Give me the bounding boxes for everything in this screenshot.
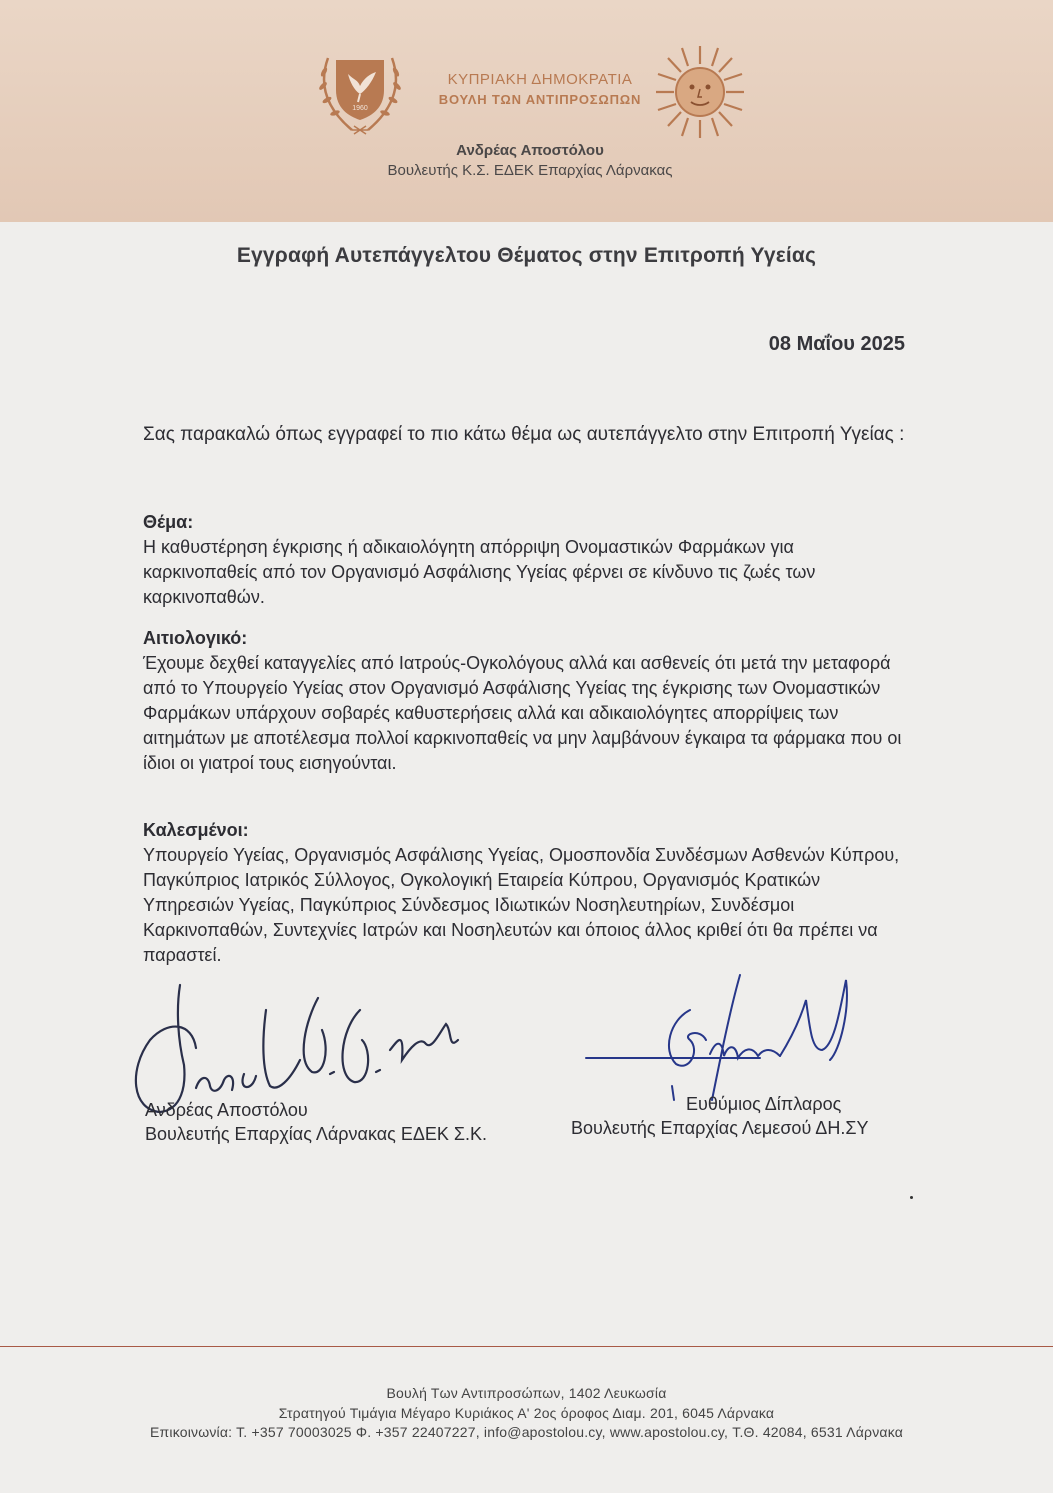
right-signature-icon	[586, 975, 847, 1100]
document-title: Εγγραφή Αυτεπάγγελτου Θέματος στην Επιτροπή Υγείας	[236, 244, 817, 267]
reasoning-label: Αιτιολογικό:	[143, 628, 248, 648]
footer-address-1: Βουλή Των Αντιπροσώπων, 1402 Λευκωσία	[386, 1385, 667, 1401]
mp-name: Ανδρέας Αποστόλου	[456, 142, 604, 159]
svg-text:1960: 1960	[352, 105, 368, 112]
footer-divider	[0, 1346, 1053, 1347]
footer-address-2: Στρατηγού Τιμάγια Μέγαρο Κυριάκος Α' 2ος όροφος Διαμ. 201, 6045 Λάρνακα	[278, 1405, 775, 1421]
invited-text: Υπουργείο Υγείας, Οργανισμός Ασφάλισης Υγείας, Ομοσπονδία Συνδέσμων Ασθενών Κύπρου, Παγκύπριος Ιατρικός Σύλλογος, Ογκολογική Εταιρεία Κύπρου, Οργανισμός Κρατικών Υπηρεσιών Υγείας, Παγκύπριος Σύνδεσμος Ιδιωτικών Νοσηλευτηρίων, Συνδέσμοι Καρκινοπαθών, Συντεχνίες Ιατρών και Νοσηλευτών και όποιος άλλος κριθεί ότι θα πρέπει να παραστεί.	[143, 845, 900, 965]
cyprus-coat-of-arms-icon	[314, 50, 406, 138]
subject-section	[143, 510, 913, 610]
right-signatory-name: Ευθύμιος Δίπλαρος	[686, 1094, 842, 1114]
left-signatory-role: Βουλευτής Επαρχίας Λάρνακας ΕΔΕΚ Σ.Κ.	[145, 1124, 487, 1144]
reasoning-text: Έχουμε δεχθεί καταγγελίες από Ιατρούς-Ογκολόγους αλλά και ασθενείς ότι μετά την μεταφορά από το Υπουργείο Υγείας στον Οργανισμό Ασφάλισης Υγείας της έγκρισης των Ονομαστικών Φαρμάκων υπάρχουν σοβαρές καθυστερήσεις αλλά και αδικαιολόγητες απορρίψεις των αιτημάτων με αποτέλεσμα πολλοί καρκινοπαθείς να μην λαμβάνουν έγκαιρα τα φάρμακα που οι ίδιοι οι γιατροί τους εισηγούνται.	[143, 653, 902, 773]
republic-name: ΚΥΠΡΙΑΚΗ ΔΗΜΟΚΡΑΤΙΑ	[447, 71, 633, 88]
left-signatory-name: Ανδρέας Αποστόλου	[145, 1100, 308, 1120]
subject-text: Η καθυστέρηση έγκρισης ή αδικαιολόγητη απόρριψη Ονομαστικών Φαρμάκων για καρκινοπαθείς από τον Οργανισμό Ασφάλισης Υγείας φέρνει σε κίνδυνο τις ζωές των καρκινοπαθών.	[143, 537, 816, 607]
mp-role: Βουλευτής Κ.Σ. ΕΔΕΚ Επαρχίας Λάρνακας	[387, 162, 673, 179]
subject-label: Θέμα:	[143, 512, 194, 532]
right-signatory-role: Βουλευτής Επαρχίας Λεμεσού ΔΗ.ΣΥ	[571, 1118, 869, 1138]
letterhead	[0, 0, 1053, 222]
invited-section	[143, 818, 913, 968]
reasoning-section	[143, 626, 913, 776]
intro-paragraph: Σας παρακαλώ όπως εγγραφεί το πιο κάτω θέμα ως αυτεπάγγελτο στην Επιτροπή Υγείας :	[143, 424, 905, 445]
footer-contact: Επικοινωνία: Τ. +357 70003025 Φ. +357 22407227, info@apostolou.cy, www.apostolou.cy, Τ.Θ. 42084, 6531 Λάρνακα	[149, 1424, 904, 1440]
left-signature-icon	[136, 985, 458, 1112]
invited-label: Καλεσμένοι:	[143, 820, 249, 840]
document-date: 08 Μαΐου 2025	[768, 333, 905, 355]
sun-emblem-icon	[652, 42, 748, 142]
stray-mark	[910, 1196, 913, 1199]
parliament-name: ΒΟΥΛΗ ΤΩΝ ΑΝΤΙΠΡΟΣΩΠΩΝ	[438, 92, 642, 107]
